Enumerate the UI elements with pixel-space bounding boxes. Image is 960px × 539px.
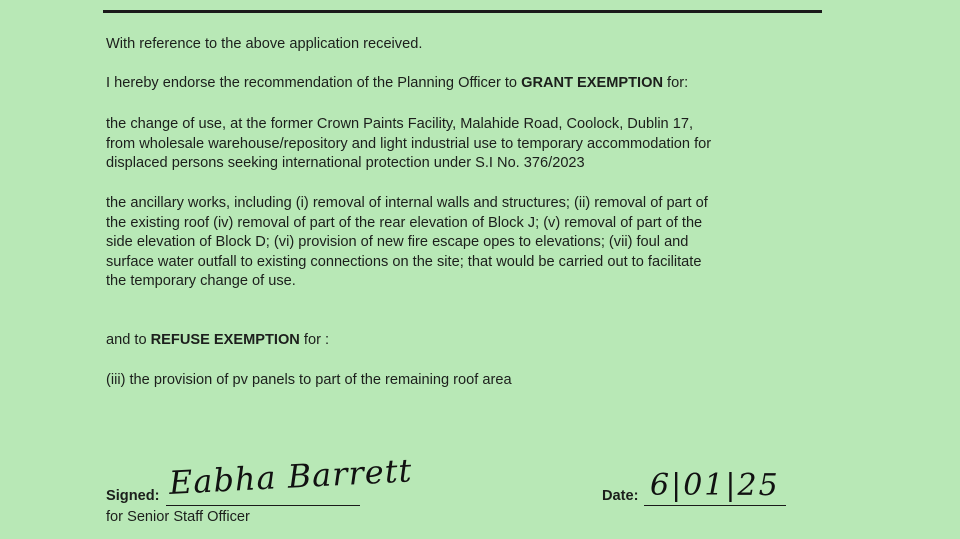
refuse-statement: and to REFUSE EXEMPTION for : xyxy=(106,332,330,348)
role-label: for Senior Staff Officer xyxy=(106,509,250,525)
signature-line xyxy=(166,505,360,506)
signed-label: Signed: xyxy=(106,488,160,504)
handwritten-date: 6|01|25 xyxy=(650,468,780,503)
date-line xyxy=(644,505,786,506)
date-label: Date: xyxy=(602,488,639,504)
top-divider xyxy=(103,10,822,13)
endorse-statement: I hereby endorse the recommendation of the Planning Officer to GRANT EXEMPTION for: xyxy=(106,75,689,91)
ancillary-works-paragraph: the ancillary works, including (i) removal of internal walls and structures; (ii) removal of part of the existing roof (iv) removal of part of the rear elevation of Block J; (v) removal of part of the side elevation of Block D; (vi) provision of new fire escape opes to elevations; (vii) foul and surface water outfall to existing connections on the site; that would be carried out to facilitate the temporary change of use. xyxy=(106,195,708,289)
grant-exemption-label: GRANT EXEMPTION xyxy=(521,75,663,91)
refuse-item: (iii) the provision of pv panels to part of the remaining roof area xyxy=(106,372,512,388)
refuse-exemption-label: REFUSE EXEMPTION xyxy=(150,332,300,348)
change-of-use-paragraph: the change of use, at the former Crown Paints Facility, Malahide Road, Coolock, Dublin 17, from wholesale warehouse/repository and light industrial use to temporary accommodation for displaced persons seeking international protection under S.I No. 376/2023 xyxy=(106,116,712,171)
intro-text: With reference to the above application received. xyxy=(106,36,423,52)
handwritten-signature: Eabha Barrett xyxy=(168,451,414,502)
